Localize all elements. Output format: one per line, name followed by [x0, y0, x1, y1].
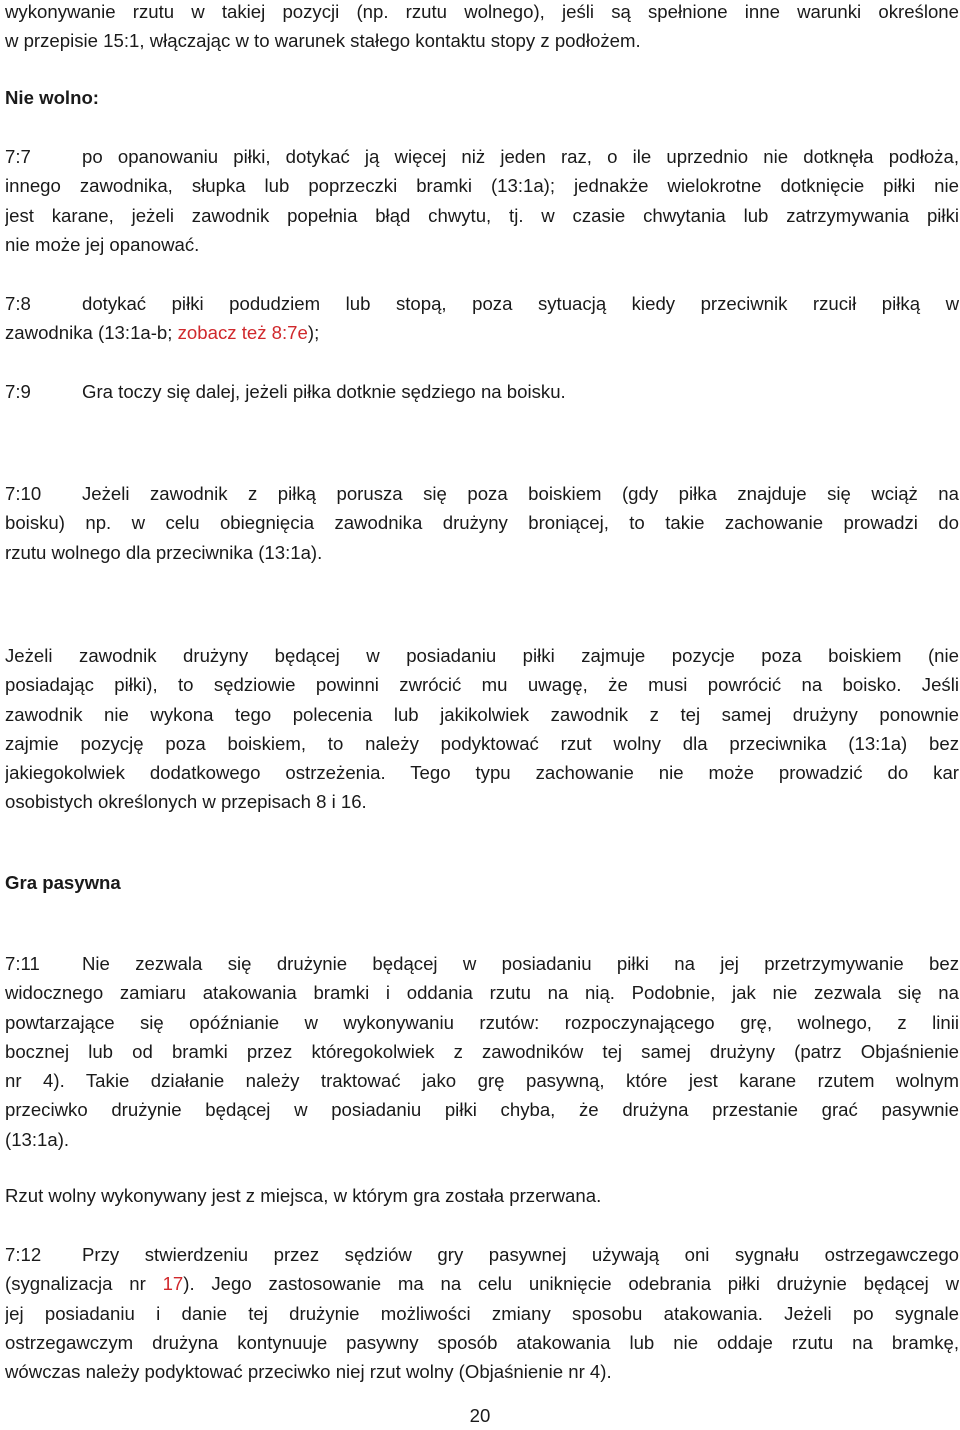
rule-7-7 [5, 142, 959, 259]
intro-paragraph [5, 0, 959, 56]
rule-text: Nie zezwala się drużynie będącej w posiadaniu piłki na jej przetrzymywanie bez [82, 953, 959, 974]
text-line: przeciwko drużynie będącej w posiadaniu piłki chyba, że drużyna przestanie grać pasywnie [5, 1099, 959, 1121]
text-line: posiadając piłki), to sędziowie powinni zwrócić mu uwagę, że musi powrócić na boisko. Jeśli [5, 674, 959, 696]
paragraph-rzut-wolny: Rzut wolny wykonywany jest z miejsca, w którym gra została przerwana. [5, 1185, 602, 1206]
rule-number: 7:12 [5, 1244, 42, 1265]
text-line: powtarzające się opóźnianie w wykonywaniu rzutów: rozpoczynającego grę, wolnego, z linii [5, 1011, 959, 1033]
text-line [5, 289, 959, 318]
text-line: jej posiadaniu i danie tej drużynie możliwości zmiany sposobu atakowania. Jeżeli po sygnale [5, 1302, 959, 1324]
text-line: jest karane, jeżeli zawodnik popełnia błąd chwytu, tj. w czasie chwytania lub zatrzymywania piłki [5, 204, 959, 226]
text-line [5, 318, 959, 347]
text-line: wówczas należy podyktować przeciwko niej rzut wolny (Objaśnienie nr 4). [5, 1361, 612, 1383]
text-line: bocznej lub od bramki przez któregokolwiek z zawodników tej samej drużyny (patrz Objaśnienie [5, 1040, 959, 1062]
text-line: (13:1a). [5, 1128, 70, 1150]
text-line [5, 1240, 959, 1269]
rule-number: 7:8 [5, 293, 31, 314]
text-line: innego zawodnika, słupka lub poprzeczki bramki (13:1a); jednakże wielokrotne dotknięcie piłki nie [5, 175, 959, 197]
rule-text: Przy stwierdzeniu przez sędziów gry pasywnej używają oni sygnału ostrzegawczego [82, 1244, 959, 1265]
cross-reference: 17 [162, 1273, 184, 1295]
heading-nie-wolno: Nie wolno: [5, 87, 99, 108]
text-line: boisku) np. w celu obiegnięcia zawodnika drużyny broniącej, to takie zachowanie prowadzi do [5, 512, 959, 534]
text-line [5, 377, 959, 406]
rule-text: ); [307, 322, 320, 344]
text-line: Jeżeli zawodnik drużyny będącej w posiadaniu piłki zajmuje pozycje poza boiskiem (nie [5, 645, 959, 666]
text-line: rzutu wolnego dla przeciwnika (13:1a). [5, 541, 323, 563]
text-line: osobistych określonych w przepisach 8 i 16. [5, 791, 367, 813]
cross-reference: zobacz też 8:7e [177, 322, 308, 344]
rule-text: po opanowaniu piłki, dotykać ją więcej niż jeden raz, o ile uprzednio nie dotknęła podłoża, [82, 146, 959, 167]
text-line [5, 949, 959, 978]
rule-number: 7:10 [5, 483, 42, 504]
rule-7-9 [5, 377, 959, 406]
text-line: nie może jej opanować. [5, 233, 200, 255]
text-line [5, 479, 959, 508]
text-line: jakiegokolwiek dodatkowego ostrzeżenia. Tego typu zachowanie nie może prowadzić do kar [5, 762, 959, 784]
text-line: zajmie pozycję poza boiskiem, to należy podyktować rzut wolny dla przeciwnika (13:1a) bez [5, 732, 959, 754]
paragraph-jezeli [5, 641, 959, 817]
rule-number: 7:11 [5, 953, 40, 974]
rule-7-11 [5, 949, 959, 1154]
rule-7-8 [5, 289, 959, 348]
rule-number: 7:9 [5, 381, 31, 402]
rule-7-12 [5, 1240, 959, 1386]
text-line: zawodnik nie wykona tego polecenia lub jakikolwiek zawodnik z tej samej drużyny ponownie [5, 703, 959, 725]
text-line: nr 4). Takie działanie należy traktować jako grę pasywną, które jest karane rzutem wolnym [5, 1070, 959, 1092]
rule-text: Jeżeli zawodnik z piłką porusza się poza boiskiem (gdy piłka znajduje się wciąż na [82, 483, 959, 504]
rule-text: ). Jego zastosowanie ma na celu uniknięcie odebrania piłki drużynie będącej w [183, 1273, 959, 1295]
rule-text: (sygnalizacja nr [5, 1273, 163, 1295]
text-line: wykonywanie rzutu w takiej pozycji (np. rzutu wolnego), jeśli są spełnione inne warunki określone [5, 1, 959, 22]
text-line: w przepisie 15:1, włączając w to warunek stałego kontaktu stopy z podłożem. [5, 30, 641, 52]
page-number: 20 [469, 1405, 491, 1426]
rule-text: Gra toczy się dalej, jeżeli piłka dotknie sędziego na boisku. [82, 381, 566, 402]
rule-text: dotykać piłki podudziem lub stopą, poza sytuacją kiedy przeciwnik rzucił piłką w [82, 293, 959, 314]
rule-text: zawodnika (13:1a-b; [5, 322, 178, 344]
text-line [5, 142, 959, 171]
heading-gra-pasywna: Gra pasywna [5, 872, 121, 893]
rule-7-10 [5, 479, 959, 567]
text-line: widocznego zamiaru atakowania bramki i oddania rzutu na nią. Podobnie, jak nie zezwala się na [5, 982, 959, 1004]
text-line: ostrzegawczym drużyna kontynuuje pasywny sposób atakowania lub nie oddaje rzutu na bramkę, [5, 1331, 959, 1353]
rule-number: 7:7 [5, 146, 31, 167]
text-line [5, 1269, 959, 1298]
